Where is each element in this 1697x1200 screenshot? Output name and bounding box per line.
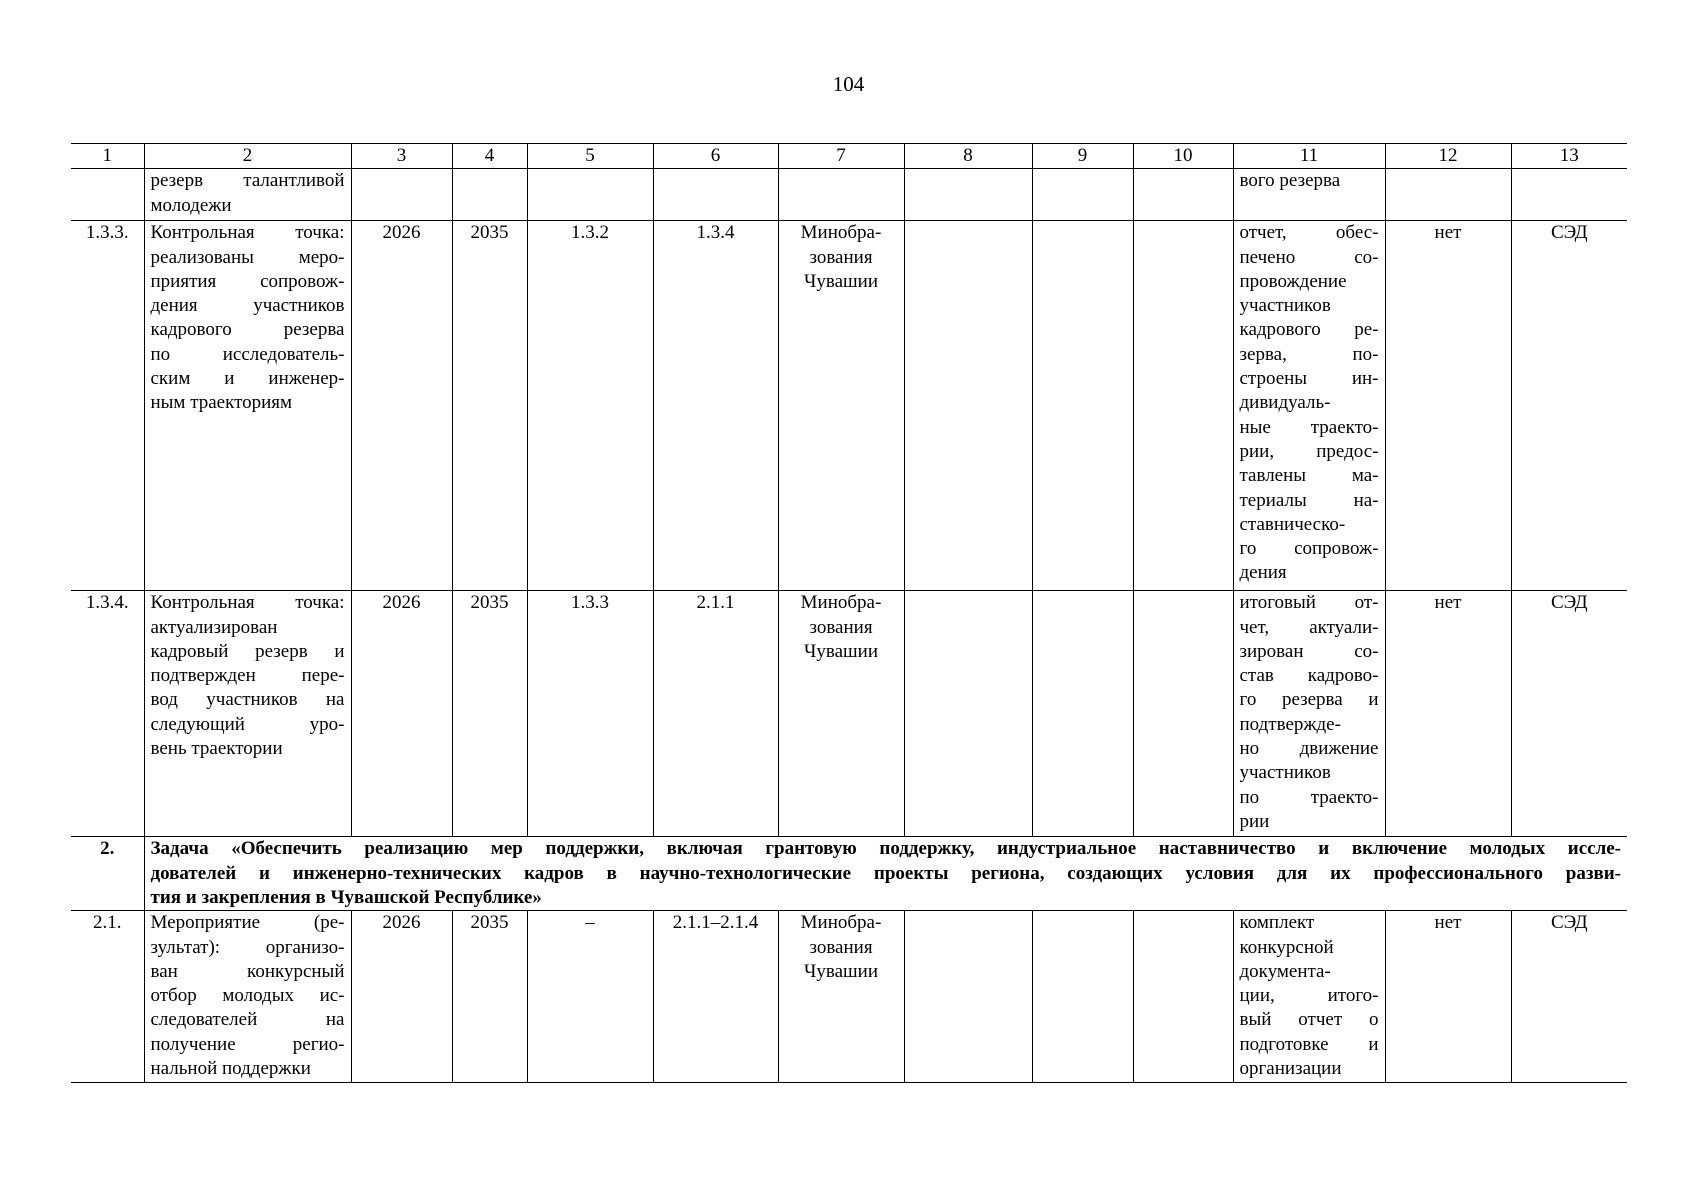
text-line: организации [1239,1058,1342,1080]
cell-responsible [778,221,904,591]
plan-table [71,143,1627,1083]
column-header: 7 [778,144,904,169]
text-line: ции, итого- [1239,985,1379,1007]
cell-predecessor: – [527,911,653,1083]
cell-result [1233,911,1385,1083]
text-line: дения [1239,562,1287,584]
cell-successor: 2.1.1 [653,591,778,837]
table-header-row [71,144,1627,169]
cell-result [1233,221,1385,591]
cell-col13: СЭД [1511,221,1627,591]
table-row [71,221,1627,591]
text-line: ным траекториям [150,392,293,414]
cell-end [452,169,527,221]
text-line: зования [809,936,873,958]
text-line: став кадрово- [1239,665,1379,687]
text-line: Контрольная точка: [150,222,345,244]
cell-name [144,591,351,837]
text-line: Чувашии [804,960,878,982]
table-row [71,169,1627,221]
text-line: ван конкурсный [150,960,345,982]
column-header: 10 [1133,144,1233,169]
cell-responsible [778,911,904,1083]
text-line: териалы на- [1239,489,1379,511]
cell-col12: нет [1385,911,1511,1083]
text-line: рии, предос- [1239,440,1379,462]
text-line: Минобра- [800,912,882,934]
cell-start [351,169,452,221]
column-header: 8 [904,144,1032,169]
cell-col13: СЭД [1511,591,1627,837]
task-text [144,837,1627,911]
text-line: ные траекто- [1239,416,1379,438]
text-line: Чувашии [804,640,878,662]
cell-col12: нет [1385,591,1511,837]
text-line: ставническо- [1239,513,1346,535]
cell-col10 [1133,169,1233,221]
text-line: комплект [1239,912,1315,934]
text-line: дивидуаль- [1239,392,1331,414]
column-header: 13 [1511,144,1627,169]
text-line: молодежи [150,194,232,216]
text-line: отчет, обес- [1239,222,1379,244]
column-header: 5 [527,144,653,169]
column-header: 4 [452,144,527,169]
cell-col10 [1133,911,1233,1083]
cell-name [144,911,351,1083]
text-line: провождение [1239,270,1347,292]
column-header: 6 [653,144,778,169]
table-row [71,591,1627,837]
text-line: кадрового резерва [150,319,345,341]
text-line: вень траектории [150,738,283,760]
cell-col9 [1032,221,1133,591]
cell-result [1233,591,1385,837]
text-line: Мероприятие (ре- [150,912,345,934]
table-row [71,911,1627,1083]
text-line: по траекто- [1239,786,1379,808]
cell-predecessor [527,169,653,221]
text-line: дователей и инженерно-технических кадров в научно-технологические проекты региона, создающих условия для их профессионального разви- [150,862,1621,884]
cell-col8 [904,169,1032,221]
text-line: подготовке и [1239,1033,1379,1055]
text-line: тавлены ма- [1239,465,1379,487]
cell-col12: нет [1385,221,1511,591]
cell-col8 [904,591,1032,837]
cell-col13 [1511,169,1627,221]
cell-responsible [778,591,904,837]
text-line: го резерва и [1239,689,1379,711]
text-line: Контрольная точка: [150,592,345,614]
text-line: ским и инженер- [150,368,345,390]
text-line: дения участников [150,295,345,317]
text-line: кадрового ре- [1239,319,1379,341]
text-line: строены ин- [1239,368,1379,390]
cell-number: 1.3.4. [71,591,144,837]
text-line: но движение [1239,738,1379,760]
cell-predecessor: 1.3.3 [527,591,653,837]
column-header: 1 [71,144,144,169]
text-line: печено со- [1239,246,1379,268]
text-line: отбор молодых ис- [150,985,345,1007]
text-line: по исследователь- [150,343,345,365]
cell-col9 [1032,169,1133,221]
cell-col8 [904,221,1032,591]
text-line: Чувашии [804,270,878,292]
cell-responsible [778,169,904,221]
column-header: 9 [1032,144,1133,169]
cell-col10 [1133,591,1233,837]
text-line: резерв талантливой [150,170,345,192]
text-line: документа- [1239,960,1331,982]
text-line: итоговый от- [1239,592,1379,614]
cell-col12 [1385,169,1511,221]
column-header: 12 [1385,144,1511,169]
cell-successor [653,169,778,221]
text-line: следующий уро- [150,713,345,735]
text-line: участников [1239,295,1331,317]
cell-col9 [1032,911,1133,1083]
cell-col13: СЭД [1511,911,1627,1083]
cell-successor: 2.1.1–2.1.4 [653,911,778,1083]
text-line: Минобра- [800,592,882,614]
page-number: 104 [832,72,865,96]
text-line: зования [809,246,873,268]
cell-name [144,221,351,591]
text-line: зирован со- [1239,640,1379,662]
text-line: подтвержде- [1239,713,1341,735]
column-header: 3 [351,144,452,169]
column-header: 2 [144,144,351,169]
text-line: получение регио- [150,1033,345,1055]
text-line: нальной поддержки [150,1058,311,1080]
text-line: актуализирован [150,616,278,638]
cell-successor: 1.3.4 [653,221,778,591]
cell-start: 2026 [351,911,452,1083]
task-row [71,837,1627,911]
cell-result [1233,169,1385,221]
cell-col8 [904,911,1032,1083]
text-line: вый отчет о [1239,1009,1379,1031]
task-number: 2. [71,837,144,911]
cell-col9 [1032,591,1133,837]
text-line: чет, актуали- [1239,616,1379,638]
cell-predecessor: 1.3.2 [527,221,653,591]
text-line: тия и закрепления в Чувашской Республике» [150,886,542,908]
text-line: рии [1239,810,1270,832]
text-line: зультат): организо- [150,936,345,958]
text-line: вод участников на [150,689,345,711]
cell-number: 2.1. [71,911,144,1083]
text-line: конкурсной [1239,936,1334,958]
text-line: зерва, по- [1239,343,1379,365]
cell-end: 2035 [452,591,527,837]
text-line: кадровый резерв и [150,640,345,662]
cell-end: 2035 [452,221,527,591]
text-line: Задача «Обеспечить реализацию мер поддержки, включая грантовую поддержку, индустриальное наставничество и включение молодых иссле- [150,838,1621,860]
text-line: участников [1239,762,1331,784]
cell-name [144,169,351,221]
text-line: го сопровож- [1239,538,1379,560]
text-line: зования [809,616,873,638]
text-line: подтвержден пере- [150,665,345,687]
text-line: реализованы меро- [150,246,345,268]
cell-end: 2035 [452,911,527,1083]
text-line: следователей на [150,1009,345,1031]
text-line: приятия сопровож- [150,270,345,292]
cell-number [71,169,144,221]
column-header: 11 [1233,144,1385,169]
cell-start: 2026 [351,221,452,591]
text-line: Минобра- [800,222,882,244]
cell-col10 [1133,221,1233,591]
text-line: вого резерва [1239,170,1341,192]
cell-start: 2026 [351,591,452,837]
cell-number: 1.3.3. [71,221,144,591]
